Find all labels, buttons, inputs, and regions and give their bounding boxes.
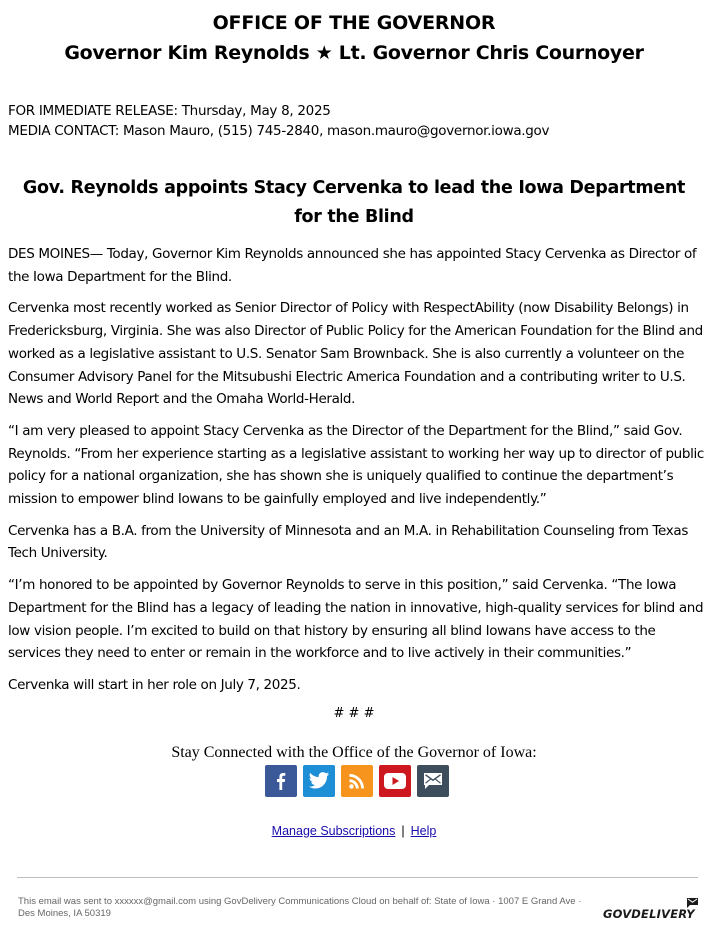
paragraph: Cervenka has a B.A. from the University of Minnesota and an M.A. in Rehabilitation Counseling from Texas Tech University. [8,522,688,562]
rss-icon[interactable] [341,765,373,797]
footer-note: This email was sent to xxxxxx@gmail.com using GovDelivery Communications Cloud on behalf of: State of Iowa · 1007 E Grand Ave · Des Moines, IA 50319 [18,896,582,919]
paragraph: Cervenka will start in her role on July 7, 2025. [8,676,301,693]
facebook-icon[interactable] [265,765,297,797]
email-icon[interactable] [417,765,449,797]
governors-line: Governor Kim Reynolds ★ Lt. Governor Chris Cournoyer [64,42,644,64]
paragraph: Cervenka most recently worked as Senior Director of Policy with RespectAbility (now Disability Belongs) in Fredericksburg, Virginia. She was also Director of Public Policy for the American Foundation for the Blind and worked as a legislative assistant to U.S. Senator Sam Brownback. She is also currently a volunteer on the Consumer Advisory Panel for the Mitsubushi Electric America Foundation and a contributing writer to U.S. News and World Report and the Omaha World-Herald. [8,300,703,408]
end-mark: # # # [333,706,375,721]
press-headline: Gov. Reynolds appoints Stacy Cervenka to lead the Iowa Department for the Blind [22,178,686,227]
paragraph: DES MOINES— Today, Governor Kim Reynolds announced she has appointed Stacy Cervenka as Director of the Iowa Department for the Blind. [8,246,697,285]
media-contact: MEDIA CONTACT: Mason Mauro, (515) 745-2840, mason.mauro@governor.iowa.gov [8,123,550,139]
stay-connected-text: Stay Connected with the Office of the Governor of Iowa: [171,744,537,761]
manage-subscriptions-link[interactable]: Manage Subscriptions [271,824,396,838]
office-title: OFFICE OF THE GOVERNOR [212,12,496,34]
footer-divider [17,877,698,878]
paragraph: “I’m honored to be appointed by Governor Reynolds to serve in this position,” said Cervenka. “The Iowa Department for the Blind has a legacy of leading the nation in innovative, high-quality services for blind and low vision people. I’m excited to build on that history by ensuring all blind Iowans have access to the services they need to enter or remain in the workforce and to live actively in their communities.” [8,577,704,662]
release-info [8,101,698,141]
govdelivery-logo[interactable] [601,897,701,927]
youtube-icon[interactable] [379,765,411,797]
footer-links [0,822,708,840]
press-body [8,243,704,706]
twitter-icon[interactable] [303,765,335,797]
govdelivery-logo-text: GOVDELIVERY [603,907,695,921]
document-header [0,8,708,68]
envelope-icon [686,897,699,909]
release-date: FOR IMMEDIATE RELEASE: Thursday, May 8, 2025 [8,103,331,119]
social-icons [265,765,449,799]
paragraph: “I am very pleased to appoint Stacy Cervenka as the Director of the Department for the Blind,” said Gov. Reynolds. “From her experience starting as a legislative assistant to working her way up to director of public policy for a national organization, she has shown she is uniquely qualified to continue the department’s mission to empower blind Iowans to be gainfully employed and live independently.” [8,422,704,508]
link-separator: | [401,824,405,838]
help-link[interactable]: Help [410,824,437,838]
